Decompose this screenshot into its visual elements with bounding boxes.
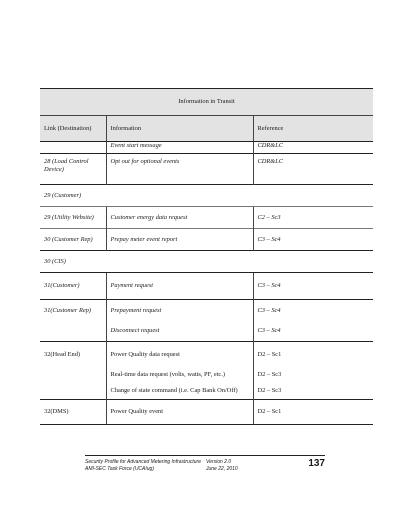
information-text: Real-time data request (volts, watts, PF, etc.) bbox=[110, 371, 225, 378]
cell-reference bbox=[253, 207, 373, 229]
information-text: Opt out for optional events bbox=[110, 158, 180, 165]
cell-reference bbox=[253, 273, 373, 300]
information-text: Customer energy data request bbox=[110, 214, 188, 221]
cell-information bbox=[106, 273, 253, 300]
cell-link bbox=[40, 142, 106, 154]
cell-reference bbox=[253, 229, 373, 251]
reference-text: D2 – Sc3 bbox=[257, 371, 282, 378]
information-text: Disconnect request bbox=[110, 327, 160, 334]
information-text: Prepay meter event report bbox=[110, 236, 178, 243]
reference-text: C3 – Sc4 bbox=[257, 327, 281, 334]
table-row bbox=[40, 273, 373, 300]
table-row bbox=[40, 207, 373, 229]
column-header-information: Information bbox=[106, 116, 253, 142]
table-header-row bbox=[40, 116, 373, 142]
cell-link: 30 (CIS) bbox=[40, 251, 373, 273]
footer-left bbox=[85, 459, 201, 473]
cell-link: 29 (Utility Website) bbox=[40, 207, 106, 229]
cell-link: 31(Customer) bbox=[40, 273, 106, 300]
footer-doc-title: Security Profile for Advanced Metering Infrastructure bbox=[85, 459, 201, 465]
table-row bbox=[40, 251, 373, 273]
cell-information bbox=[106, 400, 253, 425]
cell-information bbox=[106, 142, 253, 154]
cell-information bbox=[106, 342, 253, 400]
table-row bbox=[40, 400, 373, 425]
information-text: Payment request bbox=[110, 282, 154, 289]
cell-link: 29 (Customer) bbox=[40, 185, 373, 207]
information-text: Power Quality data request bbox=[110, 351, 180, 358]
cell-link: 31(Customer Rep) bbox=[40, 300, 106, 342]
table-row bbox=[40, 185, 373, 207]
table-title: Information in Transit bbox=[40, 89, 373, 116]
footer-date: June 22, 2010 bbox=[206, 466, 238, 472]
footer-middle bbox=[206, 459, 238, 473]
cell-reference bbox=[253, 142, 373, 154]
cell-reference bbox=[253, 154, 373, 185]
information-in-transit-table bbox=[40, 88, 373, 425]
cell-link: 28 (Load Control Device) bbox=[40, 154, 106, 185]
reference-text: C3 – Sc4 bbox=[257, 307, 281, 314]
cell-reference bbox=[253, 342, 373, 400]
reference-text: D2 – Sc3 bbox=[257, 387, 282, 394]
reference-text: C2 – Sc3 bbox=[257, 214, 281, 221]
cell-link: 30 (Customer Rep) bbox=[40, 229, 106, 251]
information-text: Power Quality event bbox=[110, 408, 164, 415]
table-row bbox=[40, 300, 373, 342]
information-text: Change of state command (i.e. Cap Bank On/Off) bbox=[110, 387, 238, 394]
reference-text: D2 – Sc1 bbox=[257, 351, 282, 358]
table-row bbox=[40, 142, 373, 154]
cell-reference bbox=[253, 400, 373, 425]
cell-link: 32(Head End) bbox=[40, 342, 106, 400]
table-row bbox=[40, 342, 373, 400]
cell-information bbox=[106, 207, 253, 229]
reference-text: CDR&LC bbox=[257, 142, 284, 149]
information-text: Prepayment request bbox=[110, 307, 162, 314]
footer-version: Version 2.0 bbox=[206, 459, 232, 465]
table-title-row bbox=[40, 89, 373, 116]
cell-information bbox=[106, 154, 253, 185]
cell-link: 32(DMS) bbox=[40, 400, 106, 425]
cell-information bbox=[106, 300, 253, 342]
cell-information bbox=[106, 229, 253, 251]
reference-text: CDR&LC bbox=[257, 158, 284, 165]
cell-reference bbox=[253, 300, 373, 342]
reference-text: D2 – Sc1 bbox=[257, 408, 282, 415]
information-text: Event start message bbox=[110, 142, 162, 149]
reference-text: C3 – Sc4 bbox=[257, 282, 281, 289]
page-footer bbox=[85, 455, 325, 472]
reference-text: C3 – Sc4 bbox=[257, 236, 281, 243]
footer-org: AMI-SEC Task Force (UCAIug) bbox=[85, 466, 154, 472]
table-row bbox=[40, 154, 373, 185]
column-header-reference: Reference bbox=[253, 116, 373, 142]
column-header-link: Link (Destination) bbox=[40, 116, 106, 142]
page-number: 137 bbox=[308, 458, 325, 469]
table-row bbox=[40, 229, 373, 251]
